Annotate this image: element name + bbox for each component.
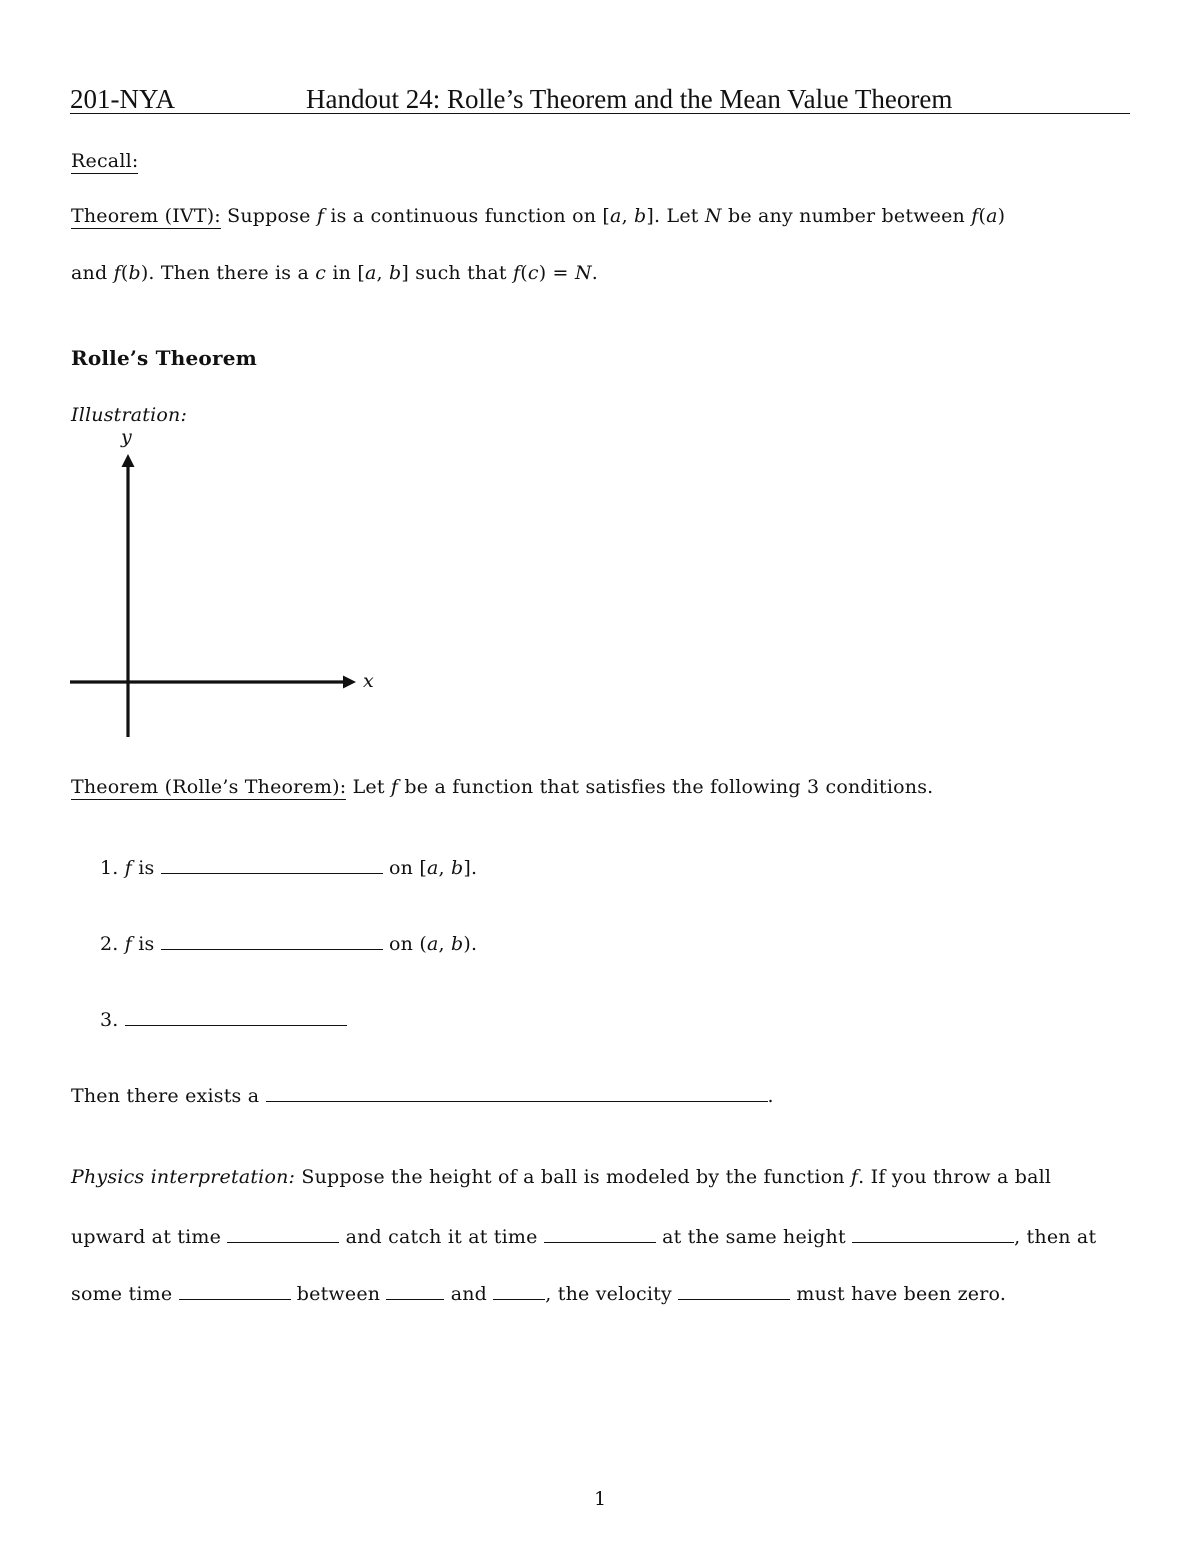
blank-throw-time <box>227 1222 339 1243</box>
course-code: 201-NYA <box>70 84 175 114</box>
ivt-line-1: Theorem (IVT): Suppose f is a continuous function on [a, b]. Let N be any number between f(a) <box>71 205 1006 227</box>
ivt-line-2: and f(b). Then there is a c in [a, b] such that f(c) = N. <box>71 262 599 284</box>
ivt-label: Theorem (IVT): <box>71 205 221 227</box>
x-axis-arrowhead <box>343 676 356 689</box>
condition-2: 2. f is on (a, b). <box>100 929 477 955</box>
y-axis-arrowhead <box>122 454 135 467</box>
rolle-theorem-label: Theorem (Rolle’s Theorem): <box>71 776 347 798</box>
illustration-label: Illustration: <box>71 404 188 426</box>
conclusion-blank <box>266 1081 768 1102</box>
blank-velocity <box>678 1279 790 1300</box>
blank-same-height <box>852 1222 1014 1243</box>
blank-catch-time <box>544 1222 656 1243</box>
x-axis-label: x <box>363 670 374 692</box>
condition-3: 3. <box>100 1005 347 1031</box>
condition-1-blank <box>161 853 383 874</box>
physics-line-2: upward at time and catch it at time at the same height , then at <box>71 1222 1096 1248</box>
blank-between-end <box>493 1279 545 1300</box>
physics-line-1: Physics interpretation: Suppose the height of a ball is modeled by the function f. If you throw a ball <box>71 1166 1052 1188</box>
blank-between-start <box>386 1279 444 1300</box>
rolle-heading: Rolle’s Theorem <box>71 346 257 370</box>
rolle-theorem-intro: Theorem (Rolle’s Theorem): Let f be a function that satisfies the following 3 conditions. <box>71 776 934 798</box>
physics-label: Physics interpretation: <box>71 1166 296 1188</box>
condition-1: 1. f is on [a, b]. <box>100 853 477 879</box>
physics-line-3: some time between and , the velocity must have been zero. <box>71 1279 1006 1305</box>
y-axis-label: y <box>121 426 132 448</box>
rolle-conclusion: Then there exists a . <box>71 1081 774 1107</box>
recall-label: Recall: <box>71 150 139 172</box>
condition-3-blank <box>125 1005 347 1026</box>
page-number: 1 <box>594 1488 607 1510</box>
blank-some-time <box>179 1279 291 1300</box>
handout-title: Handout 24: Rolle’s Theorem and the Mean Value Theorem <box>306 84 953 114</box>
condition-2-blank <box>161 929 383 950</box>
